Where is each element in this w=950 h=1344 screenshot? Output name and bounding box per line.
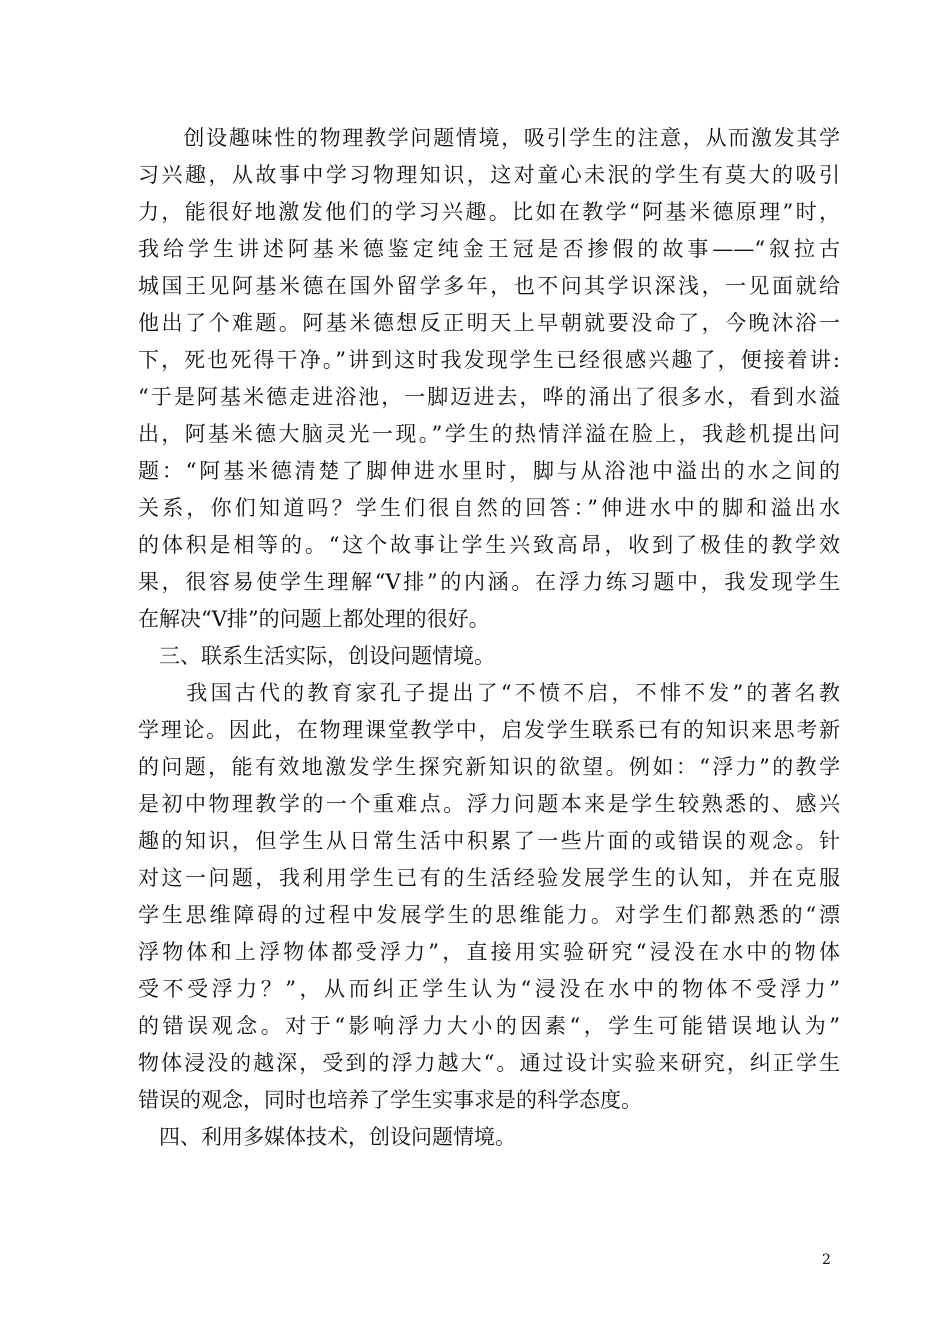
text-line: 错误的观念，同时也培养了学生实事求是的科学态度。 bbox=[138, 1088, 642, 1112]
text-line: 的问题，能有效地激发学生探究新知识的欲望。例如：“浮力”的教学 bbox=[138, 755, 840, 779]
text-line: 学理论。因此，在物理课堂教学中，启发学生联系已有的知识来思考新 bbox=[138, 718, 840, 742]
text-line: 创设趣味性的物理教学问题情境，吸引学生的注意，从而激发其学 bbox=[138, 126, 840, 150]
text-line: 在解决“V排”的问题上都处理的很好。 bbox=[138, 607, 490, 631]
text-line: 我给学生讲述阿基米德鉴定纯金王冠是否掺假的故事——“叙拉古 bbox=[138, 237, 840, 261]
text-line: 学生思维障碍的过程中发展学生的思维能力。对学生们都熟悉的“漂 bbox=[138, 903, 840, 927]
text-line: 题：“阿基米德清楚了脚伸进水里时，脚与从浴池中溢出的水之间的 bbox=[138, 459, 840, 483]
page-number: 2 bbox=[822, 1252, 831, 1268]
text-line: 出，阿基米德大脑灵光一现。”学生的热情洋溢在脸上，我趁机提出问 bbox=[138, 422, 840, 446]
section-heading: 三、联系生活实际，创设问题情境。 bbox=[138, 644, 495, 668]
text-line: 物体浸没的越深，受到的浮力越大“。通过设计实验来研究，纠正学生 bbox=[138, 1051, 840, 1075]
text-line: 城国王见阿基米德在国外留学多年，也不问其学识深浅，一见面就给 bbox=[138, 274, 840, 298]
text-line: 力，能很好地激发他们的学习兴趣。比如在教学“阿基米德原理”时， bbox=[138, 200, 840, 224]
document-body bbox=[138, 120, 840, 1156]
text-line: 对这一问题，我利用学生已有的生活经验发展学生的认知，并在克服 bbox=[138, 866, 840, 890]
text-line: 我国古代的教育家孔子提出了“不愤不启，不悱不发”的著名教 bbox=[138, 681, 840, 705]
text-line: 的错误观念。对于“影响浮力大小的因素“，学生可能错误地认为” bbox=[138, 1014, 840, 1038]
text-line: 习兴趣，从故事中学习物理知识，这对童心未泯的学生有莫大的吸引 bbox=[138, 163, 840, 187]
text-line: 趣的知识，但学生从日常生活中积累了一些片面的或错误的观念。针 bbox=[138, 829, 840, 853]
section-heading: 四、利用多媒体技术，创设问题情境。 bbox=[138, 1125, 516, 1149]
text-line: 关系，你们知道吗？学生们很自然的回答：”伸进水中的脚和溢出水 bbox=[138, 496, 840, 520]
text-line: 果，很容易使学生理解“V排”的内涵。在浮力练习题中，我发现学生 bbox=[138, 570, 840, 594]
text-line: 的体积是相等的。“这个故事让学生兴致高昂，收到了极佳的教学效 bbox=[138, 533, 840, 557]
text-line: 下，死也死得干净。”讲到这时我发现学生已经很感兴趣了，便接着讲: bbox=[138, 348, 840, 372]
text-line: 受不受浮力？”，从而纠正学生认为“浸没在水中的物体不受浮力” bbox=[138, 977, 840, 1001]
text-line: 浮物体和上浮物体都受浮力”，直接用实验研究“浸没在水中的物体 bbox=[138, 940, 840, 964]
text-line: 他出了个难题。阿基米德想反正明天上早朝就要没命了，今晚沐浴一 bbox=[138, 311, 840, 335]
text-line: 是初中物理教学的一个重难点。浮力问题本来是学生较熟悉的、感兴 bbox=[138, 792, 840, 816]
text-line: “于是阿基米德走进浴池，一脚迈进去，哗的涌出了很多水，看到水溢 bbox=[138, 385, 840, 409]
